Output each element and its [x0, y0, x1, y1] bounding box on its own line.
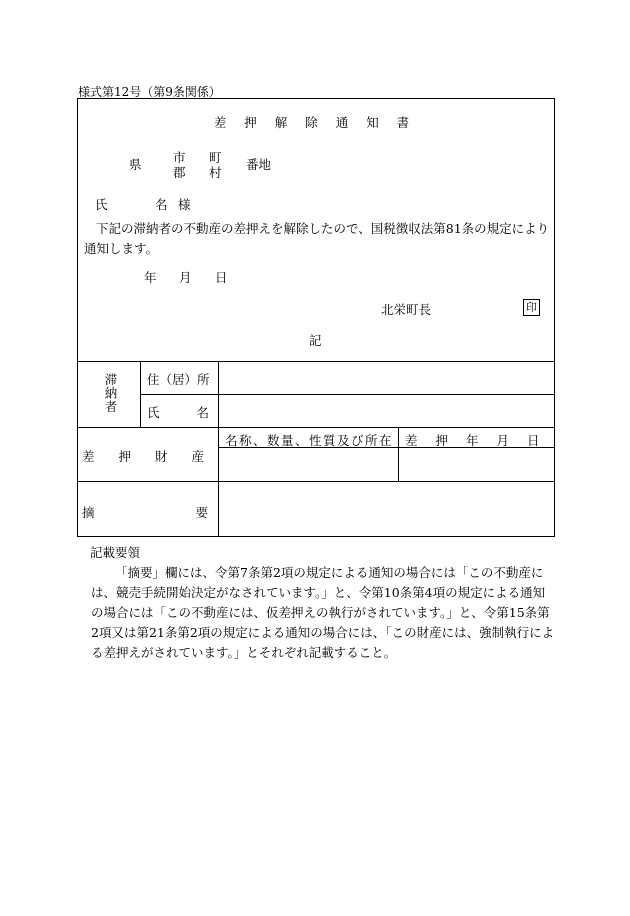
- addressee-sama: 様: [178, 197, 191, 212]
- form-frame: [77, 98, 555, 537]
- address-town: 町: [209, 150, 222, 165]
- table-line: [398, 427, 399, 481]
- address-label: 住（居）所: [147, 372, 210, 387]
- ki-label: 記: [309, 333, 322, 348]
- notes-body-text: 「摘要」欄には、令第7条第2項の規定による通知の場合には「この不動産には、競売手続開始決定がなされています。」と、令第10条第4項の規定による通知の場合には「この不動産には、仮差押えの執行がされています。」と、令第15条第2項又は第21条第2項の規定による通知の場合には、「この財産には、強制執行による差押えがされています。」とそれぞれ記載すること。: [91, 565, 555, 660]
- table-line: [77, 481, 555, 482]
- table-line: [77, 361, 555, 362]
- table-line: [140, 361, 141, 427]
- document-title: 差 押 解 除 通 知 書: [213, 115, 417, 130]
- form-number-label: 様式第12号（第9条関係）: [78, 85, 221, 99]
- address-village: 村: [209, 165, 222, 180]
- address-city: 市: [173, 150, 186, 165]
- address-prefecture: 県: [129, 157, 142, 172]
- addressee-shi: 氏: [95, 197, 108, 212]
- addressee-mei: 名: [155, 197, 168, 212]
- table-line: [140, 394, 555, 395]
- date-year: 年: [144, 270, 157, 285]
- issuer-name: 北栄町長: [381, 302, 432, 317]
- address-banchi: 番地: [246, 157, 272, 172]
- address-county: 郡: [173, 165, 186, 180]
- seized-property-label: 差押財産: [82, 449, 229, 464]
- date-day: 日: [215, 270, 228, 285]
- delinquent-label: 滞納者: [103, 373, 118, 414]
- seal-mark: 印: [523, 299, 540, 316]
- notes-heading: 記載要領: [90, 545, 141, 560]
- property-description-header: 名称、数量、性質及び所在: [225, 433, 394, 448]
- name-label: 氏 名: [147, 405, 214, 420]
- date-month: 月: [179, 270, 192, 285]
- notice-body-text: 下記の滞納者の不動産の差押えを解除したので、国税徴収法第81条の規定により通知します。: [84, 221, 550, 256]
- seizure-date-header: 差押年月日: [405, 433, 558, 448]
- summary-label: 摘要: [82, 505, 310, 520]
- table-line: [77, 427, 555, 428]
